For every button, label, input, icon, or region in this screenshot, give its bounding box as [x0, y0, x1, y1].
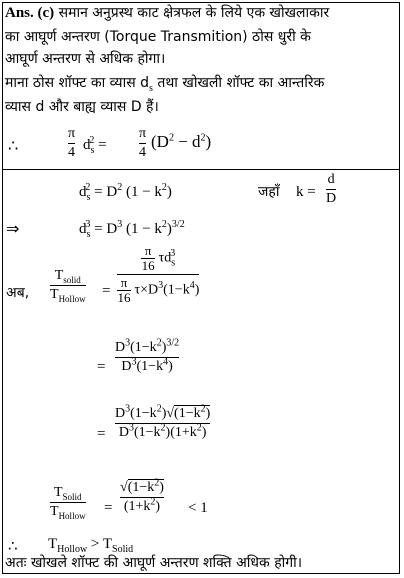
- eq7-less-than: < 1: [188, 500, 208, 516]
- torque-ratio-1: $T_{solid}$ $T_{Hollow}$: [50, 268, 86, 304]
- eq6-equals: =: [97, 426, 106, 442]
- eq1-frac-right: π 4: [139, 126, 147, 160]
- intro-line-3: आघूर्ण अन्तरण से अधिक होगा।: [5, 51, 166, 67]
- conclusion-text: अतः खोखले शॉफ्ट की आघूर्ण अन्तरण शक्ति अधिक होगी।: [5, 555, 303, 571]
- final-relation: $T_{Hollow} > T_{Solid}$: [48, 536, 134, 555]
- jahan-label: जहाँ: [258, 184, 280, 200]
- k-def-left: k =: [296, 184, 316, 200]
- implies-symbol: ⇒: [6, 219, 20, 238]
- assume-subscript: s: [149, 82, 153, 94]
- therefore-symbol-2: ∴: [8, 537, 18, 555]
- eq1-frac-left: π 4: [68, 126, 76, 160]
- section-divider: [2, 169, 400, 170]
- eq1-right-term: $(D^2 - d^2)$: [151, 132, 212, 151]
- eq4-equals: =: [102, 283, 111, 299]
- eq5-equals: =: [97, 359, 106, 375]
- intro-line-1: [5, 3, 329, 23]
- intro-text-1: समान अनुप्रस्थ काट क्षेत्रफल के लिये एक खोखलाकार: [58, 5, 330, 21]
- eq1-left-term: $d_s^2$ =: [83, 135, 107, 156]
- intro-line-2: का आघूर्ण अन्तरण (Torque Transmition) ठोस धुरी के: [5, 29, 311, 45]
- eq5-fraction: $D^3(1-k^2)^{3/2}$ $D^3(1-k^4)$: [115, 337, 180, 374]
- eq4-fraction: $\frac{\pi}{16}$ $\tau d_s^3$ $\frac{\pi}{16}$ $\tau\times D^3(1-k^4)$: [117, 243, 200, 305]
- assume-line-1: [5, 73, 324, 93]
- assume-line-2: व्यास d और बाह्य व्यास D हैं।: [5, 99, 159, 115]
- ab-label: अब,: [6, 285, 30, 301]
- eq2: $d_s^2 = D^2$ $(1 - k^2)$: [79, 182, 172, 203]
- eq6-fraction: $D^3(1-k^2)√(1-k^2)$ $D^3(1-k^2)(1+k^2)$: [115, 403, 211, 440]
- answer-label: Ans. (c): [5, 5, 55, 21]
- assume-text-1b: तथा खोखली शॉफ्ट का आन्तरिक: [152, 75, 325, 91]
- eq3: $d_s^3 = D^3$ $(1 - k^2)^{3/2}$: [79, 219, 185, 240]
- torque-ratio-2: $T_{Solid}$ $T_{Hollow}$: [50, 485, 86, 521]
- k-def-frac: d D: [326, 172, 337, 206]
- eq7-fraction: $√(1-k^2)$ $(1+k^2)$: [120, 477, 164, 514]
- therefore-symbol-1: ∴: [8, 136, 19, 155]
- assume-text-1: माना ठोस शॉफ्ट का व्यास d: [5, 75, 150, 91]
- eq7-equals: =: [104, 500, 113, 516]
